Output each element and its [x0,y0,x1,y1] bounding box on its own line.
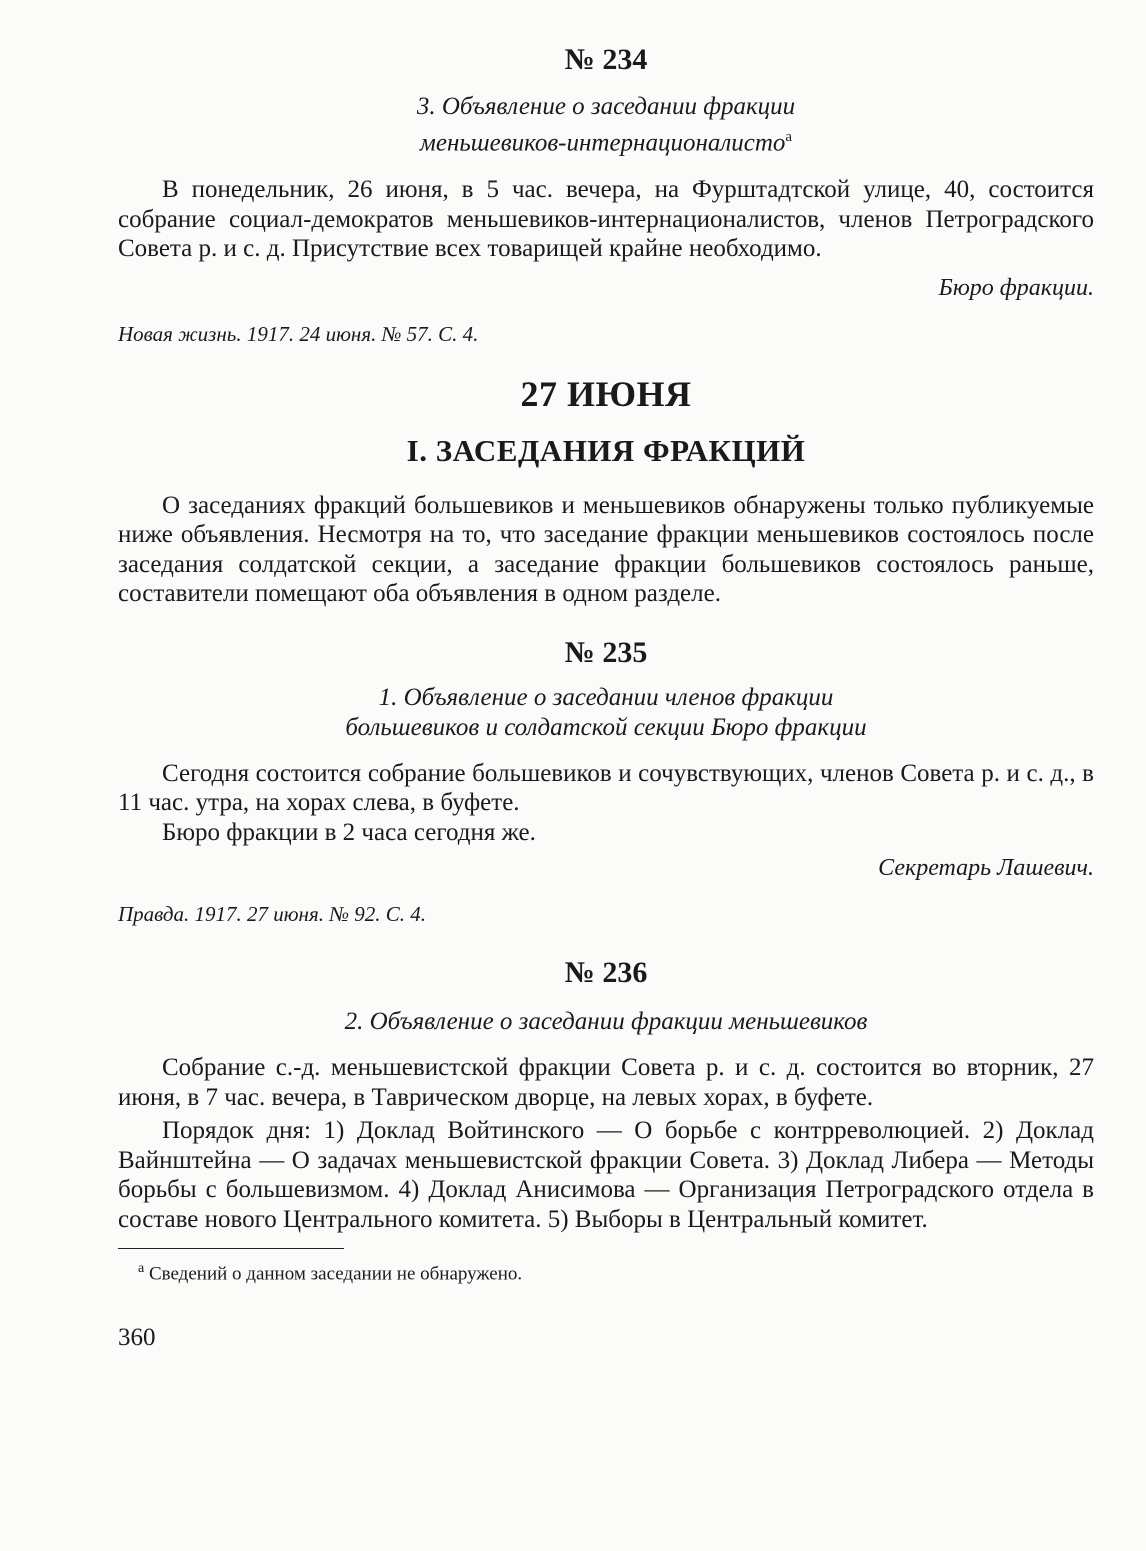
doc-235-title-line1: 1. Объявление о заседании членов фракции [378,683,834,711]
doc-234-source: Новая жизнь. 1917. 24 июня. № 57. С. 4. [118,321,479,346]
doc-235-title-line2: большевиков и солдатской секции Бюро фракции [345,713,867,741]
doc-235-source: Правда. 1917. 27 июня. № 92. С. 4. [118,902,427,927]
section-intro: О заседаниях фракций большевиков и меньшевиков обнаружены только публикуемые ниже объявления. Несмотря на то, что заседание фракции меньшевиков состоялось после заседания солдатской секции, а заседание фракции большевиков состоялось раньше, составители помещают оба объявления в одном разделе. [118,491,1094,608]
footnote-text: Сведений о данном заседании не обнаружено. [148,1263,523,1285]
doc-234-body: В понедельник, 26 июня, в 5 час. вечера, на Фурштадтской улице, 40, состоится собрание социал-демократов меньшевиков-интернационалистов, членов Петроградского Совета р. и с. д. Присутствие всех товарищей крайне необходимо. [118,176,1094,263]
section-heading: I. ЗАСЕДАНИЯ ФРАКЦИЙ [406,432,806,468]
footnote-ref-a: а [785,129,793,145]
doc-234-title [118,92,1094,158]
doc-235-number: № 235 [564,635,648,669]
doc-236-body-2: Порядок дня: 1) Доклад Войтинского — О борьбе с контрреволюцией. 2) Доклад Вайнштейна — О задачах меньшевистской фракции Совета. 3) Доклад Либера — Методы борьбы с большевизмом. 4) Доклад Анисимова — Организация Петроградского отдела в составе нового Центрального комитета. 5) Выборы в Центральный комитет. [118,1117,1094,1233]
doc-234-number: № 234 [564,43,648,76]
doc-235-body-1: Сегодня состоится собрание большевиков и сочувствующих, членов Совета р. и с. д., в 11 час. утра, на хорах слева, в буфете. [118,759,1094,817]
footnote [118,1261,1094,1285]
document-page [118,38,1094,1352]
doc-234-title-line2-text: меньшевиков-интернационалисто [419,129,786,157]
footnote-divider [118,1248,344,1249]
doc-236-title: 2. Объявление о заседании фракции меньшевиков [344,1008,868,1036]
date-heading: 27 ИЮНЯ [520,373,692,414]
doc-235-signature: Секретарь Лашевич. [878,855,1094,882]
doc-234-title-line1: 3. Объявление о заседании фракции [416,93,796,120]
doc-234-title-line2 [118,122,1094,158]
doc-235-body-2: Бюро фракции в 2 часа сегодня же. [162,818,536,846]
doc-236-number: № 236 [564,956,648,990]
doc-235-title [118,683,1094,743]
doc-236-body-1: Собрание с.-д. меньшевистской фракции Совета р. и с. д. состоится во вторник, 27 июня, в 7 час. вечера, в Таврическом дворце, на левых хорах, в буфете. [118,1054,1094,1111]
page-number: 360 [118,1323,156,1351]
footnote-mark: а [138,1261,145,1277]
doc-234-signature: Бюро фракции. [938,274,1094,301]
